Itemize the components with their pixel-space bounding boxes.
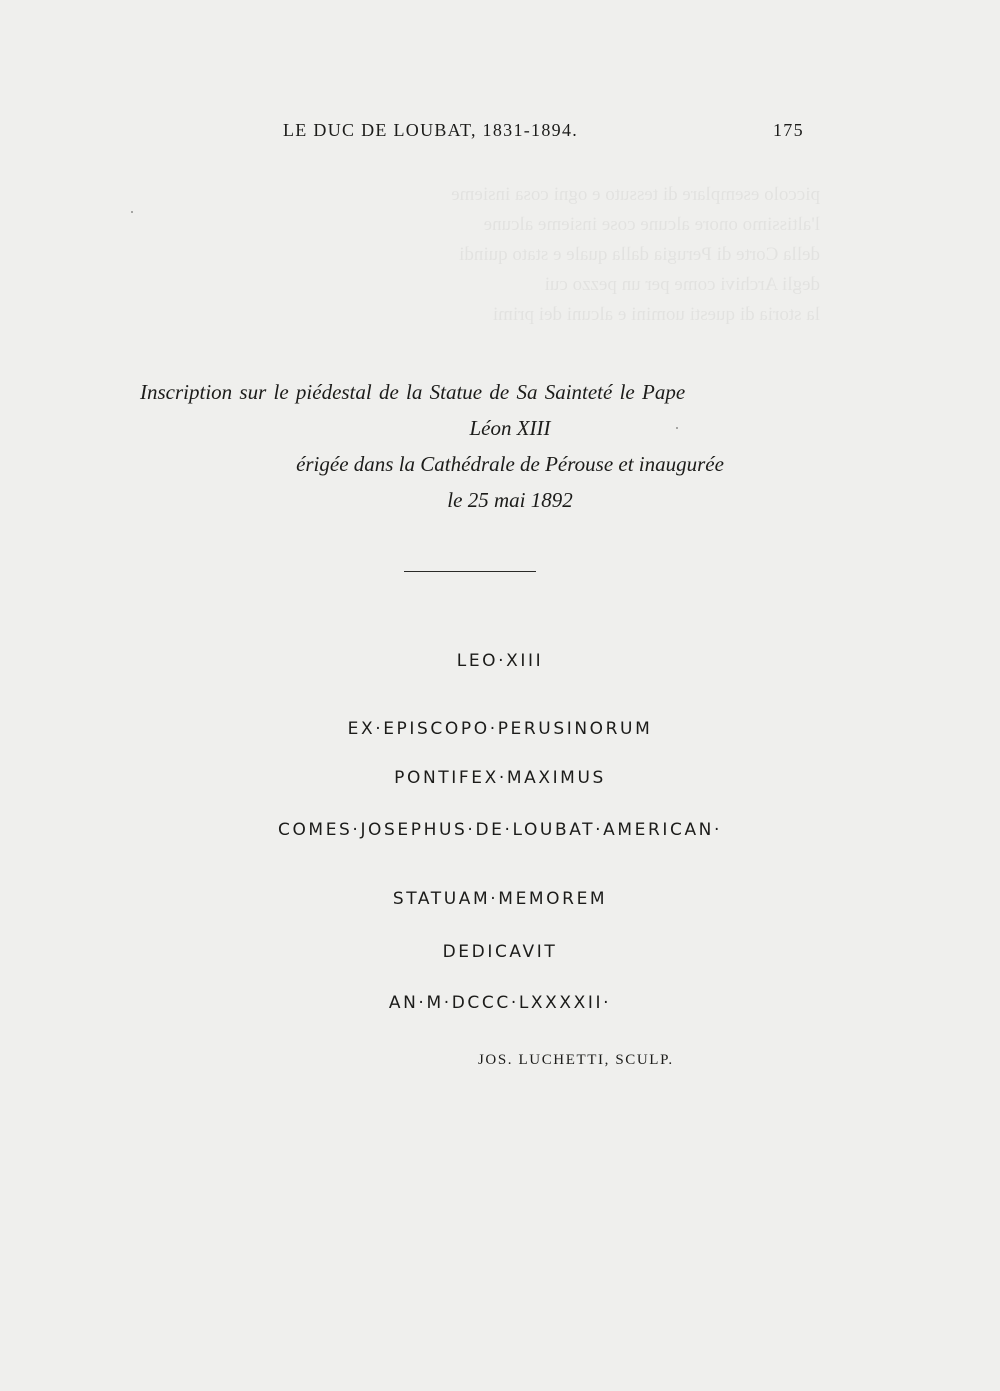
sculptor-credit: JOS. LUCHETTI, SCULP. xyxy=(478,1052,674,1068)
caption-line: Léon XIII xyxy=(469,416,551,440)
page-header xyxy=(0,120,1000,150)
inscription-line: DEDICAVIT xyxy=(442,942,558,962)
page-number: 175 xyxy=(773,120,804,140)
paper-speck xyxy=(131,211,133,213)
inscription-line: AN·M·DCCC·LXXXXII· xyxy=(388,993,612,1013)
section-divider xyxy=(404,571,536,572)
inscription-line: COMES·JOSEPHUS·DE·LOUBAT·AMERICAN· xyxy=(277,820,723,840)
paper-speck xyxy=(676,427,678,429)
inscription-caption xyxy=(120,374,900,518)
bleed-through-texture: piccolo esemplare di tessuto e ogni cosa insieme l'altissimo onore alcune cose insieme alcune della Corte di Perugia dalla quale e stato quindi degli Archivi come per un pezzo cui la storia di questi uomini e alcuni dei primi xyxy=(451,184,820,325)
inscription-line: STATUAM·MEMOREM xyxy=(392,889,608,909)
caption-line: le 25 mai 1892 xyxy=(447,488,573,512)
caption-line: Inscription sur le piédestal de la Statue de Sa Sainteté le Pape xyxy=(140,380,686,404)
running-title: LE DUC DE LOUBAT, 1831-1894. xyxy=(283,120,579,140)
inscription-line: PONTIFEX·MAXIMUS xyxy=(394,768,606,788)
caption-line: érigée dans la Cathédrale de Pérouse et inaugurée xyxy=(296,452,724,476)
inscription-line: LEO·XIII xyxy=(456,651,544,671)
inscription-line: EX·EPISCOPO·PERUSINORUM xyxy=(347,719,653,739)
